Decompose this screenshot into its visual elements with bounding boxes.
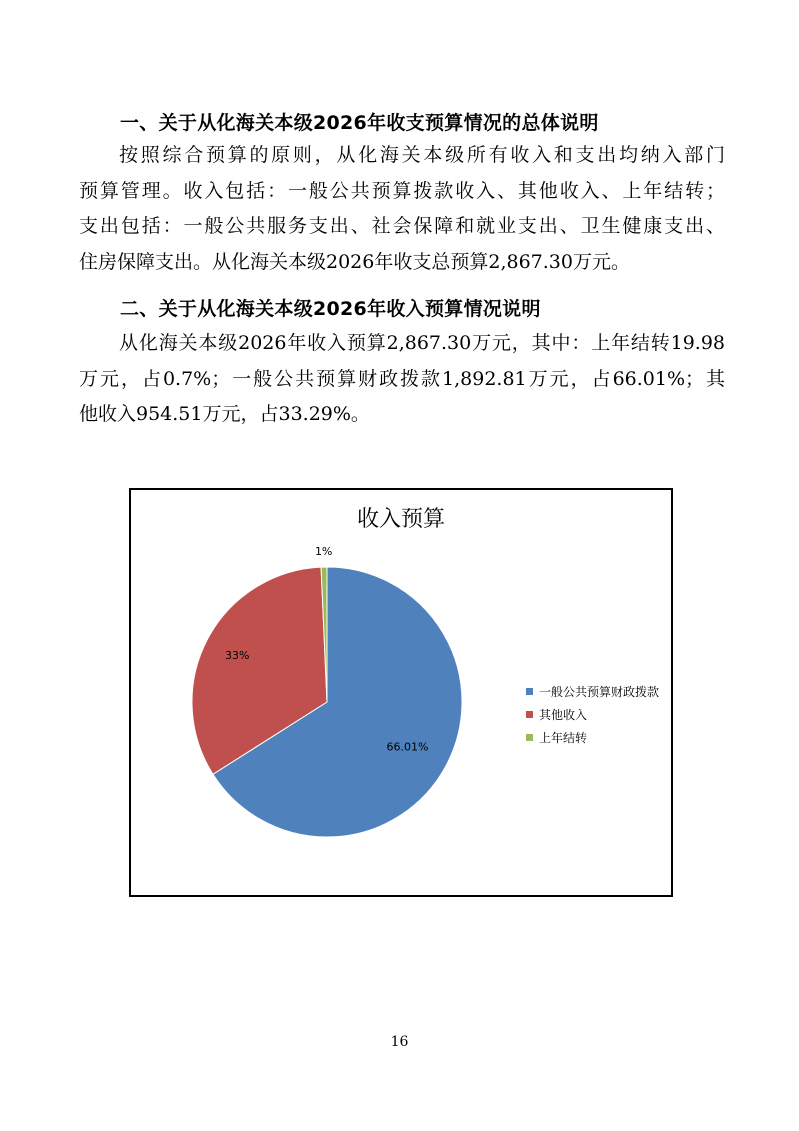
chart-legend <box>526 680 659 749</box>
paragraph-line: 万元，占0.7%；一般公共预算财政拨款1,892.81万元，占66.01%；其 <box>79 367 725 390</box>
section1-heading: 一、关于从化海关本级2026年收支预算情况的总体说明 <box>120 112 599 134</box>
legend-label: 其他收入 <box>539 708 588 722</box>
legend-label: 一般公共预算财政拨款 <box>539 685 660 699</box>
label-carryover: 1% <box>314 544 333 558</box>
section1-paragraph <box>79 138 725 280</box>
legend-item <box>526 680 659 703</box>
paragraph-line: 住房保障支出。从化海关本级2026年收支总预算2,867.30万元。 <box>79 250 630 273</box>
legend-item <box>526 726 659 749</box>
section2-heading: 二、关于从化海关本级2026年收入预算情况说明 <box>120 298 541 320</box>
label-general-budget: 66.01% <box>386 740 429 754</box>
paragraph-line: 预算管理。收入包括：一般公共预算拨款收入、其他收入、上年结转； <box>79 179 725 202</box>
chart-title: 收入预算 <box>356 507 445 532</box>
label-other-income: 33% <box>225 649 250 663</box>
paragraph-line: 他收入954.51万元，占33.29%。 <box>79 403 370 425</box>
pie-chart <box>129 488 673 897</box>
paragraph-line: 支出包括：一般公共服务支出、社会保障和就业支出、卫生健康支出、 <box>79 215 725 237</box>
page-number: 16 <box>390 1034 409 1050</box>
legend-swatch <box>526 711 533 718</box>
legend-item <box>526 703 659 726</box>
legend-swatch <box>526 688 533 695</box>
paragraph-line: 按照综合预算的原则，从化海关本级所有收入和支出均纳入部门 <box>119 144 725 166</box>
section2-paragraph <box>79 326 725 433</box>
legend-label: 上年结转 <box>539 731 588 745</box>
legend-swatch <box>526 734 533 741</box>
paragraph-line: 从化海关本级2026年收入预算2,867.30万元，其中：上年结转19.98 <box>119 332 725 354</box>
